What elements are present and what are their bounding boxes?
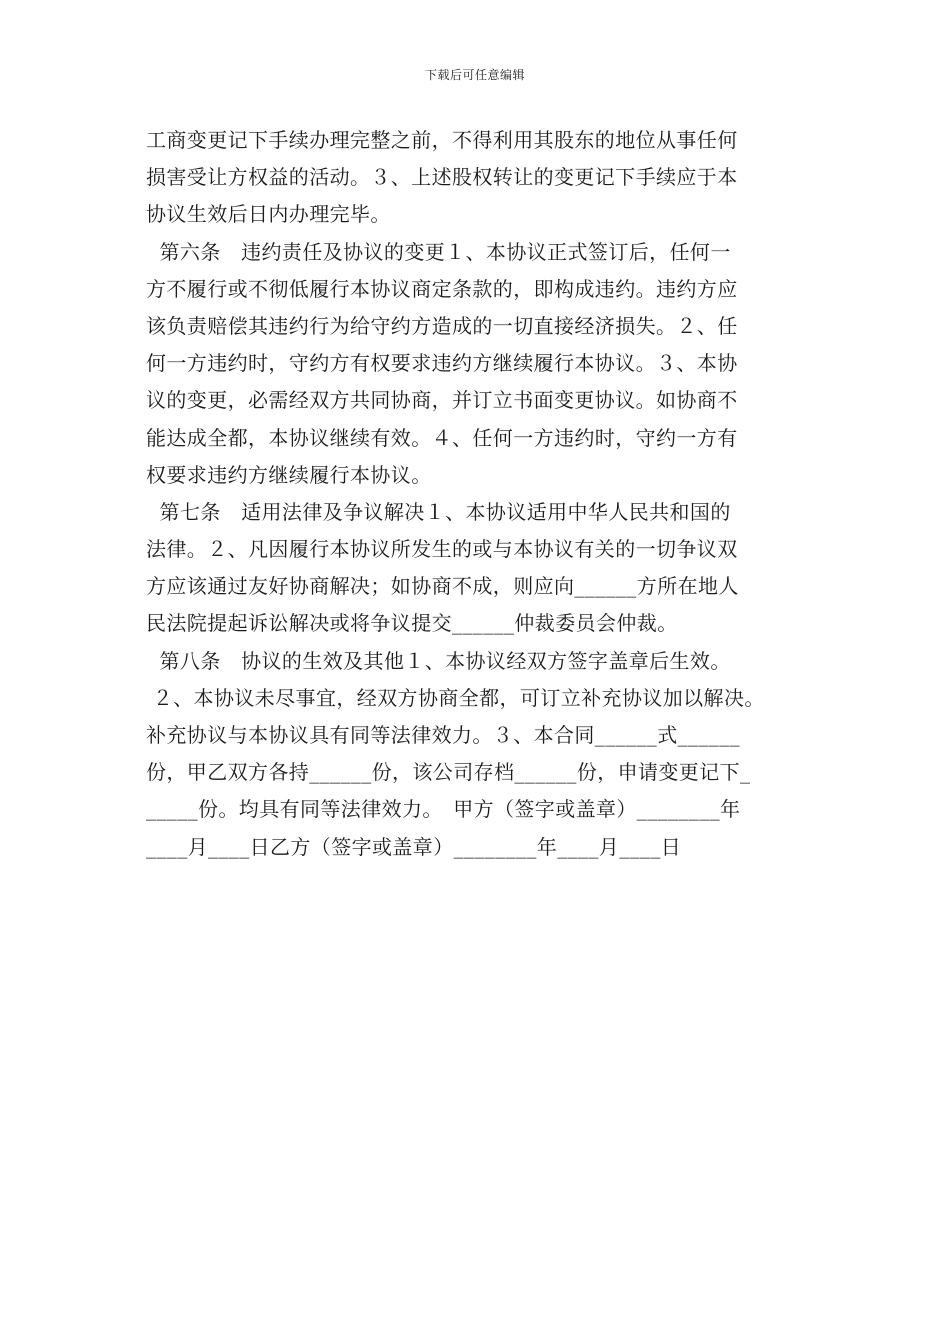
signature-line: _____份。均具有同等法律效力。 甲方（签字或盖章）________年 [146, 797, 741, 822]
header-note: 下载后可任意编辑 [424, 68, 525, 82]
article-6-heading-line: 第六条 违约责任及协议的变更１、本协议正式签订后，任何一 [146, 239, 731, 264]
body-line: 权要求违约方继续履行本协议。 [146, 462, 432, 487]
body-line: 方应该通过友好协商解决；如协商不成，则应向______方所在地人 [146, 574, 739, 599]
body-line: 方不履行或不彻低履行本协议商定条款的，即构成违约。违约方应 [146, 276, 738, 301]
body-line: 份，甲乙双方各持______份，该公司存档______份，申请变更记下_ [146, 760, 751, 785]
signature-date-line: ____月____日乙方（签字或盖章）________年____月____日 [146, 834, 682, 859]
document-body [146, 122, 816, 866]
body-line: 该负责赔偿其违约行为给守约方造成的一切直接经济损失。２、任 [146, 313, 738, 338]
body-line: 法律。２、凡因履行本协议所发生的或与本协议有关的一切争议双 [146, 537, 738, 562]
body-line: 损害受让方权益的活动。３、上述股权转让的变更记下手续应于本 [146, 165, 738, 190]
body-line: 工商变更记下手续办理完整之前，不得利用其股东的地位从事任何 [146, 128, 738, 152]
body-line: 能达成全都，本协议继续有效。４、任何一方违约时，守约一方有 [146, 425, 738, 450]
body-line: ２、本协议未尽事宜，经双方协商全都，可订立补充协议加以解决。 [146, 685, 765, 710]
body-line: 协议生效后日内办理完毕。 [146, 202, 391, 227]
body-line: 议的变更，必需经双方共同协商，并订立书面变更协议。如协商不 [146, 388, 738, 413]
body-line: 补充协议与本协议具有同等法律效力。３、本合同______式______ [146, 723, 740, 747]
body-line: 民法院提起诉讼解决或将争议提交______仲裁委员会仲裁。 [146, 611, 678, 636]
article-7-heading-line: 第七条 适用法律及争议解决１、本协议适用中华人民共和国的 [146, 499, 731, 524]
body-line: 何一方违约时，守约方有权要求违约方继续履行本协议。３、本协 [146, 351, 738, 376]
article-8-heading-line: 第八条 协议的生效及其他１、本协议经双方签字盖章后生效。 [146, 648, 731, 673]
